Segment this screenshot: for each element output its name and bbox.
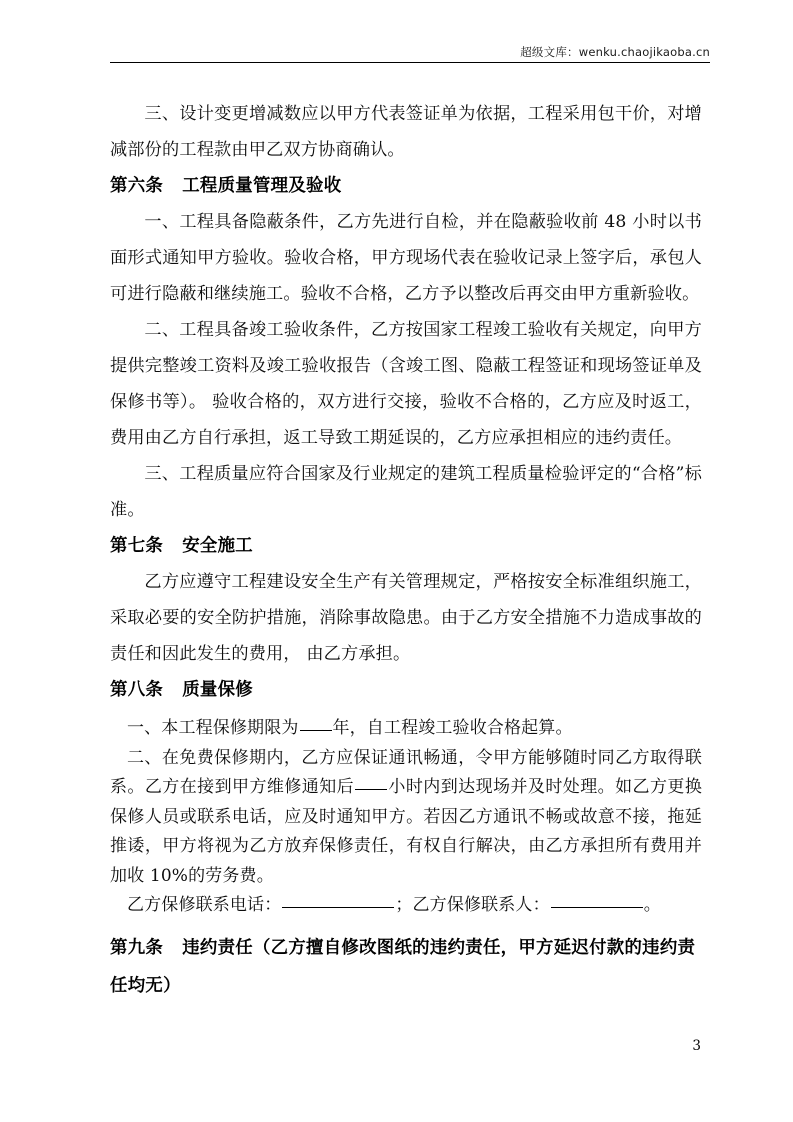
contact-person-blank[interactable] (551, 907, 643, 908)
clause-8-contact-line (110, 891, 702, 921)
clause-6-title: 工程质量管理及验收 (182, 176, 342, 196)
clause-6-item-2: 二、工程具备竣工验收条件，乙方按国家工程竣工验收有关规定，向甲方提供完整竣工资料及竣工验收报告（含竣工图、隐蔽工程签证和现场签证单及保修书等）。 验收合格的，双方进行交接，验收不合格的，乙方应及时返工，费用由乙方自行承担，返工导致工期延误的，乙方应承担相应的违约责任。 (110, 320, 702, 448)
header-divider (110, 62, 710, 63)
clause-8-heading (110, 672, 702, 708)
contact-separator: ； (395, 895, 413, 915)
page-number: 3 (692, 1038, 701, 1054)
spacer (110, 921, 702, 929)
page-header (110, 46, 710, 63)
clause-6-number: 第六条 (110, 176, 164, 196)
clause-8-item-2-text-a: 二、在免费保修期内，乙方应保证通讯畅通，令甲方能够随时同乙方取得联系。乙方在接到甲方维修通知后 (110, 747, 702, 797)
clause-7-number: 第七条 (110, 536, 164, 556)
clause-9-heading (110, 929, 702, 1005)
response-hours-blank[interactable] (355, 789, 387, 790)
clause-8-number: 第八条 (110, 680, 164, 700)
clause-6-item-1: 一、工程具备隐蔽条件，乙方先进行自检，并在隐蔽验收前 48 小时以书面形式通知甲方验收。验收合格，甲方现场代表在验收记录上签字后，承包人可进行隐蔽和继续施工。验收不合格，乙方予以整改后再交由甲方重新验收。 (110, 212, 702, 304)
contact-end-punctuation: 。 (643, 895, 661, 915)
clause-7-body: 乙方应遵守工程建设安全生产有关管理规定，严格按安全标准组织施工，采取必要的安全防护措施，消除事故隐患。由于乙方安全措施不力造成事故的责任和因此发生的费用， 由乙方承担。 (110, 572, 702, 664)
clause-8-title: 质量保修 (182, 680, 253, 700)
clause-8-item-2-text-b: 小时内到达现场并及时处理。如乙方更换保修人员或联系电话，应及时通知甲方。若因乙方通讯不畅或故意不接，拖延推诿，甲方将视为乙方放弃保修责任，有权自行解决，由乙方承担所有费用并加收 10%的劳务费。 (110, 777, 702, 886)
clause-9-title: 违约责任（乙方擅自修改图纸的违约责任，甲方延迟付款的违约责任均无） (110, 937, 696, 996)
clause-8-item-1-text-a: 一、本工程保修期限为 (127, 718, 299, 738)
clause-7-heading (110, 528, 702, 564)
clause-8-item-1 (110, 714, 702, 744)
document-body (110, 96, 702, 1005)
clause-6-item-3: 三、工程质量应符合国家及行业规定的建筑工程质量检验评定的“合格”标准。 (110, 464, 702, 520)
paragraph-intro-item-3: 三、设计变更增减数应以甲方代表签证单为依据，工程采用包干价，对增减部份的工程款由甲乙双方协商确认。 (110, 104, 702, 160)
clause-9-number: 第九条 (110, 937, 164, 958)
clause-8-item-2 (110, 744, 702, 892)
header-watermark: 超级文库：wenku.chaojikaoba.cn (520, 45, 710, 59)
clause-7-title: 安全施工 (182, 536, 253, 556)
warranty-years-blank[interactable] (300, 730, 332, 731)
clause-6-heading (110, 168, 702, 204)
contact-phone-label: 乙方保修联系电话： (127, 895, 282, 915)
page-footer (0, 1038, 793, 1054)
contact-phone-blank[interactable] (282, 907, 394, 908)
contact-person-label: 乙方保修联系人： (412, 895, 550, 915)
clause-8-item-1-text-b: 年，自工程竣工验收合格起算。 (332, 718, 573, 738)
